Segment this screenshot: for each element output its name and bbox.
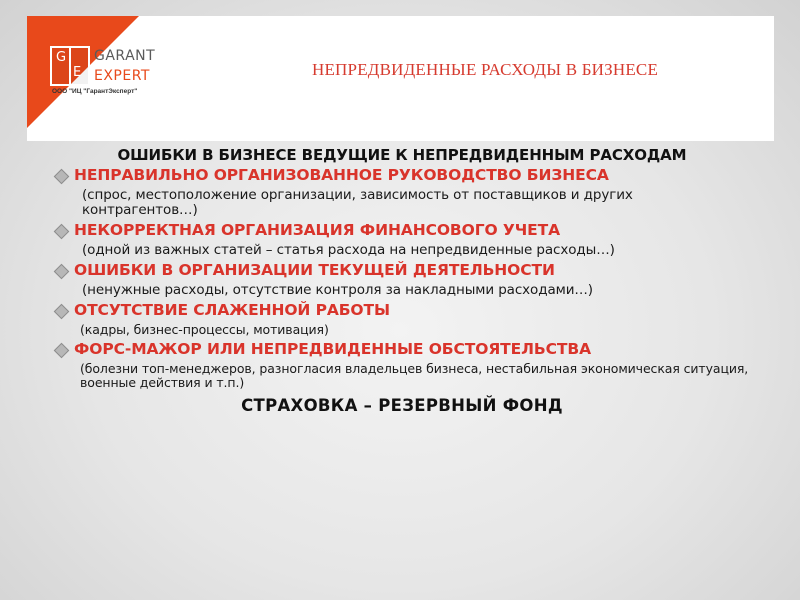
diamond-bullet-icon xyxy=(54,343,70,359)
item-description: (спрос, местоположение организации, зависимость от поставщиков и других контрагентов…) xyxy=(82,187,633,218)
diamond-bullet-icon xyxy=(54,169,70,185)
diamond-bullet-icon xyxy=(54,304,70,320)
logo-letter-e: E xyxy=(73,65,82,80)
diamond-bullet-icon xyxy=(54,224,70,240)
item-description: (одной из важных статей – статья расхода на непредвиденные расходы…) xyxy=(82,242,615,258)
garant-expert-logo xyxy=(50,46,160,96)
logo-word-expert: EXPERT xyxy=(94,68,150,84)
logo-letter-g: G xyxy=(56,50,67,65)
logo-word-garant: GARANT xyxy=(94,48,156,64)
list-item xyxy=(52,261,752,298)
list-item xyxy=(52,166,752,218)
item-title: ОТСУТСТВИЕ СЛАЖЕННОЙ РАБОТЫ xyxy=(74,301,390,319)
logo-subtitle: ООО "ИЦ "ГарантЭксперт" xyxy=(52,88,138,95)
slide-footer: СТРАХОВКА – РЕЗЕРВНЫЙ ФОНД xyxy=(241,396,563,415)
slide-content xyxy=(52,146,752,415)
logo-mark xyxy=(50,46,90,86)
list-item xyxy=(52,301,752,337)
item-title: НЕКОРРЕКТНАЯ ОРГАНИЗАЦИЯ ФИНАНСОВОГО УЧЕТА xyxy=(74,221,561,239)
content-heading: ОШИБКИ В БИЗНЕСЕ ВЕДУЩИЕ К НЕПРЕДВИДЕННЫМ РАСХОДАМ xyxy=(117,146,687,164)
item-title: ФОРС-МАЖОР ИЛИ НЕПРЕДВИДЕННЫЕ ОБСТОЯТЕЛЬСТВА xyxy=(74,340,591,358)
list-item xyxy=(52,340,752,390)
list-item xyxy=(52,221,752,258)
item-title: НЕПРАВИЛЬНО ОРГАНИЗОВАННОЕ РУКОВОДСТВО БИЗНЕСА xyxy=(74,166,609,184)
item-description: (болезни топ-менеджеров, разногласия владельцев бизнеса, нестабильная экономическая ситуация, военные действия и т.п.) xyxy=(80,361,749,390)
diamond-bullet-icon xyxy=(54,264,70,280)
item-title: ОШИБКИ В ОРГАНИЗАЦИИ ТЕКУЩЕЙ ДЕЯТЕЛЬНОСТИ xyxy=(74,261,555,279)
item-description: (ненужные расходы, отсутствие контроля за накладными расходами…) xyxy=(82,282,593,298)
slide-title: НЕПРЕДВИДЕННЫЕ РАСХОДЫ В БИЗНЕСЕ xyxy=(312,60,659,79)
item-description: (кадры, бизнес-процессы, мотивация) xyxy=(80,322,329,337)
logo-divider xyxy=(69,46,71,86)
